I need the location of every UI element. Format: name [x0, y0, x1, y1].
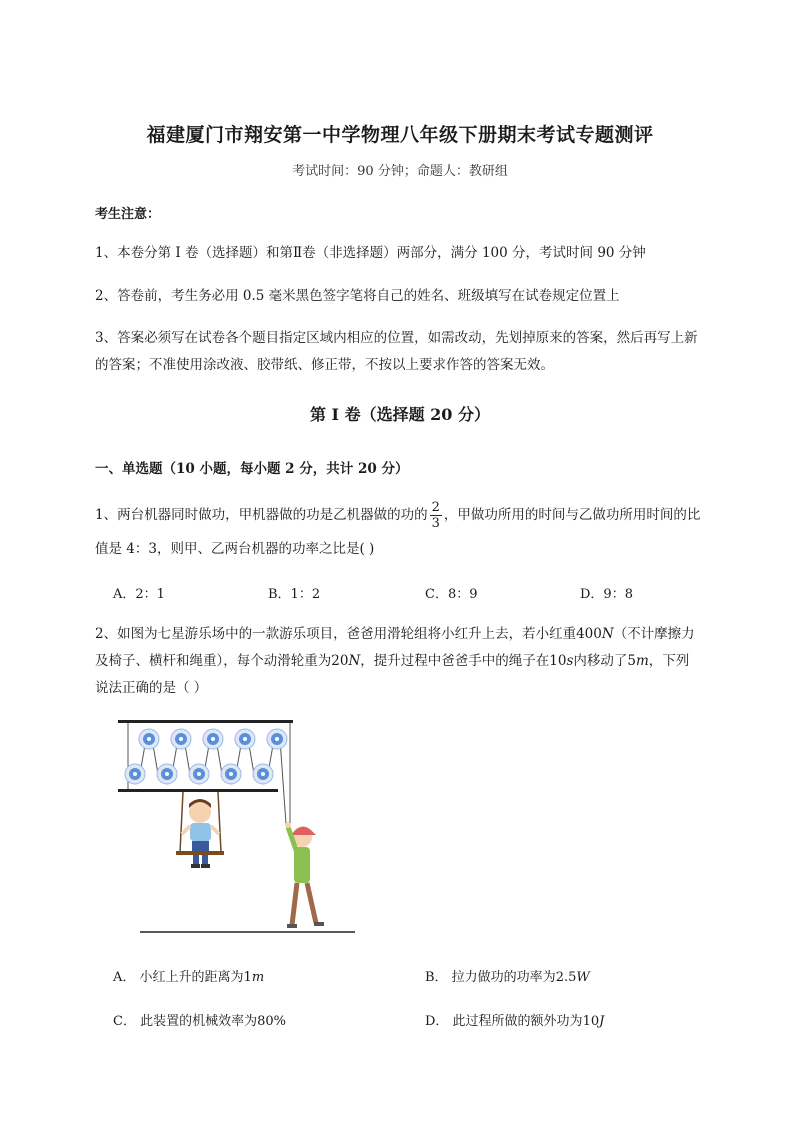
notice-item-1: 1、本卷分第 I 卷（选择题）和第Ⅱ卷（非选择题）两部分，满分 100 分，考试时间 90 分钟 [95, 245, 646, 261]
movable-pulleys [125, 764, 273, 784]
q1-text-a: 1、两台机器同时做功，甲机器做的功是乙机器做的功的 [95, 507, 428, 523]
q2-option-b[interactable] [425, 966, 590, 985]
q1-option-d[interactable]: D．9：8 [580, 587, 633, 602]
q2-option-c[interactable] [113, 1010, 286, 1029]
q2-text: 及椅子、横杆和绳重），每个动滑轮重为 [95, 653, 332, 669]
q1-fraction [430, 500, 442, 531]
fraction-denominator: 3 [431, 516, 440, 531]
option-value: 1 [243, 970, 252, 985]
exam-subtitle: 考试时间：90 分钟；命题人：教研组 [292, 164, 508, 179]
fixed-pulleys [139, 729, 287, 749]
q2-line1 [95, 621, 695, 648]
q2-text: ，下列 [648, 653, 690, 669]
part-heading: 一、单选题（10 小题，每小题 2 分，共计 20 分） [95, 461, 409, 477]
q2-unit: s [566, 653, 574, 669]
lower-crossbar [118, 789, 278, 792]
q2-pulley-weight: 20 [331, 653, 349, 669]
swing-rope-left [180, 792, 183, 852]
notice-heading: 考生注意： [95, 207, 161, 222]
q2-weight-value: 400 [576, 626, 602, 642]
pulley-system-illustration [110, 712, 370, 942]
notice-item-3: 3、答案必须写在试卷各个题目指定区域内相应的位置，如需改动，先划掉原来的答案，然后再写上新 [95, 330, 698, 346]
q2-weight-unit: N [601, 626, 614, 642]
q1-option-a[interactable]: A．2：1 [113, 587, 165, 602]
q2-unit: m [635, 653, 649, 669]
q1-line2: 值是 4：3，则甲、乙两台机器的功率之比是( ) [95, 541, 375, 557]
q2-text: （不计摩擦力 [613, 626, 695, 642]
q2-unit: N [348, 653, 361, 669]
swing-seat [176, 851, 224, 855]
option-unit: J [599, 1014, 605, 1029]
child-figure [182, 799, 219, 868]
notice-item-3-cont: 的答案；不准使用涂改液、胶带纸、修正带，不按以上要求作答的答案无效。 [95, 357, 554, 373]
q1-text-b: ，甲做功所用的时间与乙做功所用时间的比 [443, 507, 701, 523]
q2-line3: 说法正确的是（ ） [95, 680, 208, 696]
option-value: 10 [582, 1014, 600, 1029]
option-text: B． 拉力做功的功率为 [425, 970, 556, 985]
q2-time-value: 10 [549, 653, 567, 669]
father-figure [285, 822, 324, 928]
q2-text: 2、如图为七星游乐场中的一款游乐项目，爸爸用滑轮组将小红升上去，若小红重 [95, 626, 577, 642]
option-text: C． 此装置的机械效率为 [113, 1014, 258, 1029]
option-unit: m [251, 970, 265, 985]
q1-option-c[interactable]: C．8：9 [425, 587, 478, 602]
option-value: 80% [257, 1014, 286, 1029]
q1-line1 [95, 498, 700, 532]
option-unit: W [576, 970, 590, 985]
q1-option-b[interactable]: B．1：2 [268, 587, 321, 602]
swing-rope-right [218, 792, 221, 852]
q2-option-d[interactable] [425, 1010, 604, 1029]
option-value: 2.5 [555, 970, 577, 985]
notice-item-2: 2、答卷前，考生务必用 0.5 毫米黑色签字笔将自己的姓名、班级填写在试卷规定位置上 [95, 288, 620, 304]
q2-text: ，提升过程中爸爸手中的绳子在 [360, 653, 550, 669]
exam-title: 福建厦门市翔安第一中学物理八年级下册期末考试专题测评 [146, 124, 654, 146]
section-title: 第 I 卷（选择题 20 分） [309, 405, 491, 424]
q2-distance-value: 5 [627, 653, 636, 669]
option-text: A． 小红上升的距离为 [113, 970, 244, 985]
option-text: D． 此过程所做的额外功为 [425, 1014, 583, 1029]
fraction-numerator: 2 [431, 500, 440, 515]
q2-line2 [95, 648, 689, 675]
top-crossbar [118, 720, 293, 723]
q2-text: 内移动了 [573, 653, 628, 669]
q2-option-a[interactable] [113, 966, 264, 985]
